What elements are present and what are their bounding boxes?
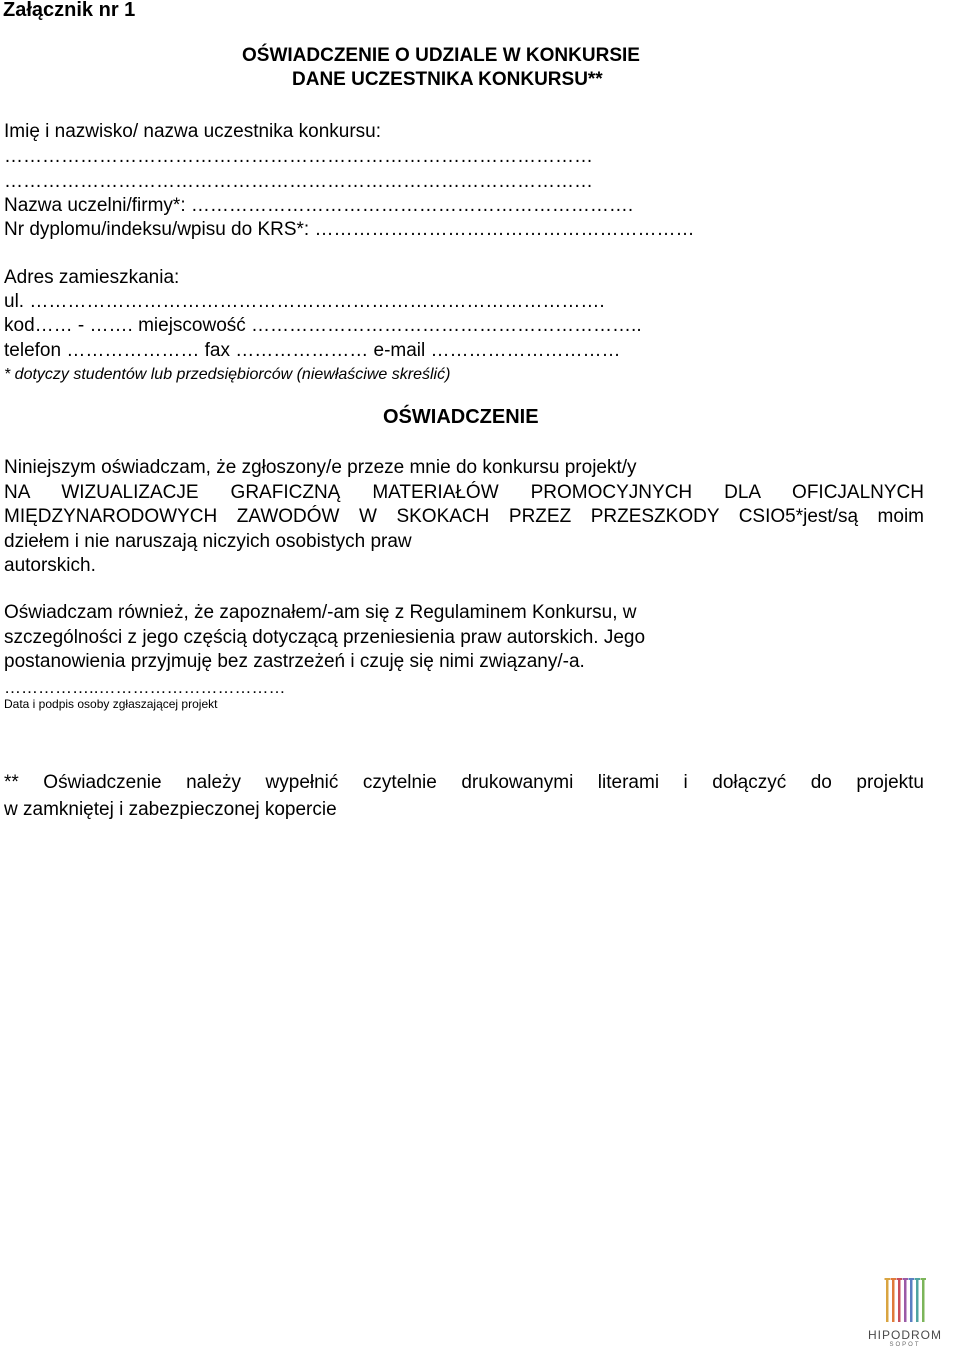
name-field-line2: ………………………………………………………………………………… (4, 171, 593, 192)
footnote-line2: w zamkniętej i zabezpieczonej kopercie (4, 799, 337, 820)
attachment-label: Załącznik nr 1 (3, 0, 136, 21)
street-field: ul. ………………………………………………………………………………. (4, 291, 605, 312)
statement-p1-line4: dziełem i nie naruszają niczyich osobistych praw (4, 530, 412, 552)
address-label: Adres zamieszkania: (4, 267, 180, 288)
logo-stripe (892, 1278, 895, 1322)
logo-subname: SOPOT (889, 1342, 921, 1348)
signature-label: Data i podpis osoby zgłaszającej projekt (4, 697, 218, 711)
logo-stripe (910, 1278, 913, 1322)
statement-p1-line2: NA WIZUALIZACJE GRAFICZNĄ MATERIAŁÓW PROMOCYJNYCH DLA OFICJALNYCH (4, 481, 924, 503)
footnote-line1: ** Oświadczenie należy wypełnić czytelnie drukowanymi literami i dołączyć do projektu (4, 772, 924, 793)
document-subtitle: DANE UCZESTNIKA KONKURSU** (292, 69, 603, 90)
statement-p1-line1: Niniejszym oświadczam, że zgłoszony/e przeze mnie do konkursu projekt/y (4, 457, 637, 478)
logo-stripe (886, 1278, 889, 1322)
name-label: Imię i nazwisko/ nazwa uczestnika konkursu: (4, 121, 381, 142)
contact-field: telefon ………………… fax ………………… e-mail ………………………… (4, 340, 621, 361)
logo-stripe-cap (903, 1278, 909, 1280)
logo-stripe (898, 1278, 901, 1322)
logo-stripe-cap (897, 1278, 903, 1280)
statement-title: OŚWIADCZENIE (383, 406, 539, 428)
statement-p2-line1: Oświadczam również, że zapoznałem/-am się z Regulaminem Konkursu, w (4, 602, 637, 623)
hipodrom-stripes-icon (860, 1274, 950, 1328)
logo-stripe-cap (921, 1278, 927, 1280)
statement-p1-line3: MIĘDZYNARODOWYCH ZAWODÓW W SKOKACH PRZEZ PRZESZKODY CSIO5*jest/są moim (4, 506, 924, 527)
statement-paragraph-2 (4, 601, 934, 675)
footnote-star-note: * dotyczy studentów lub przedsiębiorców (niewłaściwe skreślić) (4, 366, 451, 383)
hipodrom-logo (860, 1274, 950, 1354)
logo-stripe (916, 1278, 919, 1322)
statement-p1-line5: autorskich. (4, 555, 96, 576)
school-field: Nazwa uczelni/firmy*: ……………………………………………………………. (4, 195, 634, 216)
logo-stripe-cap (885, 1278, 891, 1280)
logo-stripe (904, 1278, 907, 1322)
diploma-field: Nr dyplomu/indeksu/wpisu do KRS*: …………………………………………………… (4, 219, 695, 240)
logo-name: HIPODROM (868, 1328, 942, 1342)
statement-p2-line3: postanowienia przyjmuję bez zastrzeżeń i czuję się nimi związany/-a. (4, 651, 585, 672)
logo-stripe (922, 1278, 925, 1322)
document-title: OŚWIADCZENIE O UDZIALE W KONKURSIE (242, 45, 640, 66)
statement-p2-line2: szczególności z jego częścią dotyczącą przeniesienia praw autorskich. Jego (4, 626, 646, 648)
logo-stripe-cap (891, 1278, 897, 1280)
postal-city-field: kod…… - ……. miejscowość …………………………………………………….. (4, 315, 642, 336)
name-field-line1: ………………………………………………………………………………… (4, 146, 593, 167)
signature-dots: ……………..…………………………… (4, 678, 286, 697)
logo-stripe-cap (915, 1278, 921, 1280)
statement-paragraph-1 (4, 456, 924, 579)
footnote (4, 769, 924, 823)
logo-stripe-cap (909, 1278, 915, 1280)
